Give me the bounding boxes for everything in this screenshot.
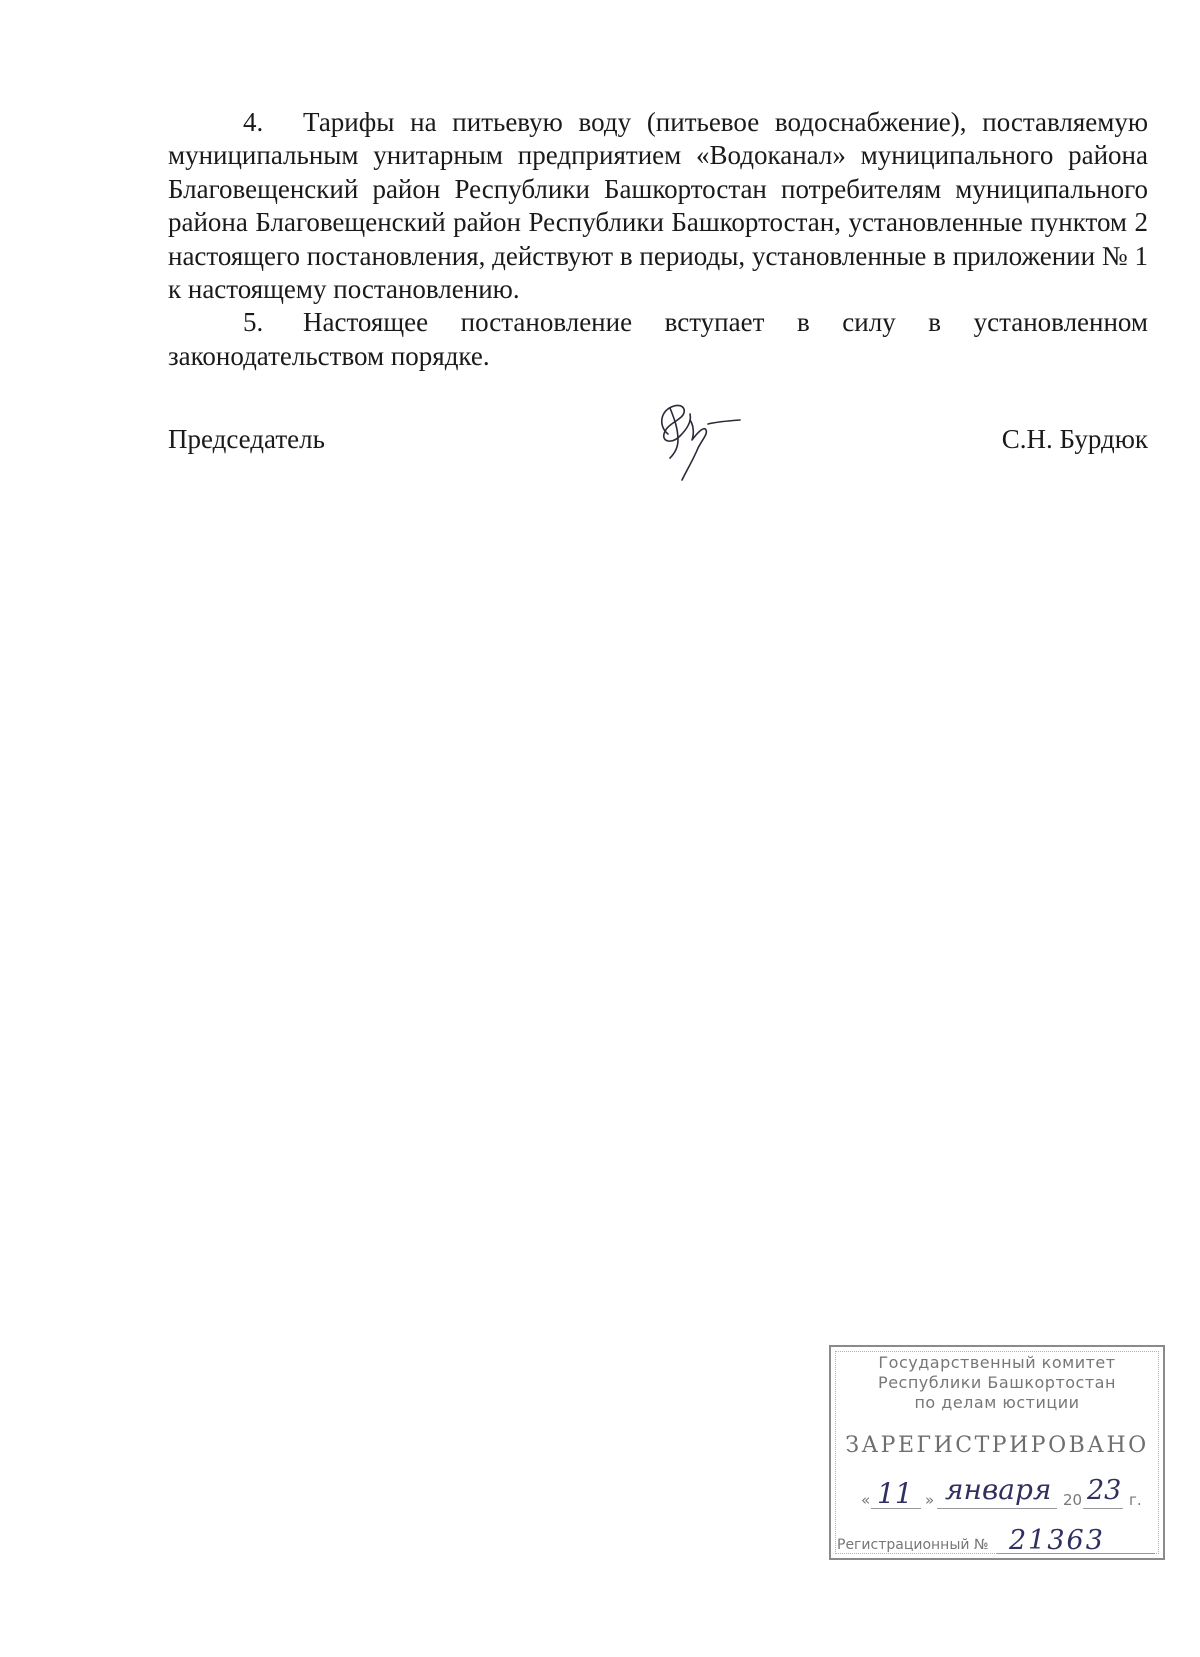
position-title: Председатель: [168, 424, 325, 454]
paragraph-text: Тарифы на питьевую воду (питьевое водоснабжение), поставляемую муниципальным унитарным предприятием «Водоканал» муниципального района Благовещенский район Республики Башкортостан потребителям муниципального района Благовещенский район Республики Башкортостан, установленные пунктом 2 настоящего постановления, действуют в периоды, установленные в приложении № 1 к настоящему постановлению.: [168, 107, 1148, 305]
registration-label: Регистрационный №: [837, 1537, 989, 1553]
stamp-organization: [831, 1353, 1163, 1413]
date-year: 23: [1087, 1475, 1122, 1506]
registration-number: 21363: [1009, 1525, 1105, 1556]
date-day: 11: [877, 1477, 913, 1510]
signer-name: С.Н. Бурдюк: [1001, 424, 1148, 454]
stamp-date: [861, 1473, 1151, 1511]
stamp-status: ЗАРЕГИСТРИРОВАНО: [845, 1433, 1149, 1458]
date-year-prefix: 20: [1063, 1491, 1083, 1509]
date-open-quote: «: [861, 1491, 871, 1509]
date-month: января: [945, 1473, 1052, 1506]
stamp-org-line: Государственный комитет: [878, 1353, 1116, 1372]
paragraph-4: [168, 106, 1148, 306]
date-year-unit: г.: [1129, 1491, 1142, 1509]
document-body: [168, 106, 1148, 373]
registration-stamp: [829, 1345, 1165, 1560]
stamp-org-line: Республики Башкортостан: [878, 1373, 1116, 1392]
paragraph-number: 5.: [243, 307, 264, 338]
month-line: [937, 1508, 1057, 1509]
year-line: [1083, 1508, 1123, 1509]
paragraph-5: [168, 306, 1148, 373]
stamp-org-line: по делам юстиции: [914, 1393, 1080, 1412]
paragraph-text: Настоящее постановление вступает в силу в установленном законодательством порядке.: [168, 307, 1148, 371]
paragraph-number: 4.: [243, 107, 264, 137]
date-close-quote: »: [925, 1491, 935, 1509]
stamp-registration: [837, 1525, 1157, 1556]
handwritten-signature: [648, 396, 744, 482]
